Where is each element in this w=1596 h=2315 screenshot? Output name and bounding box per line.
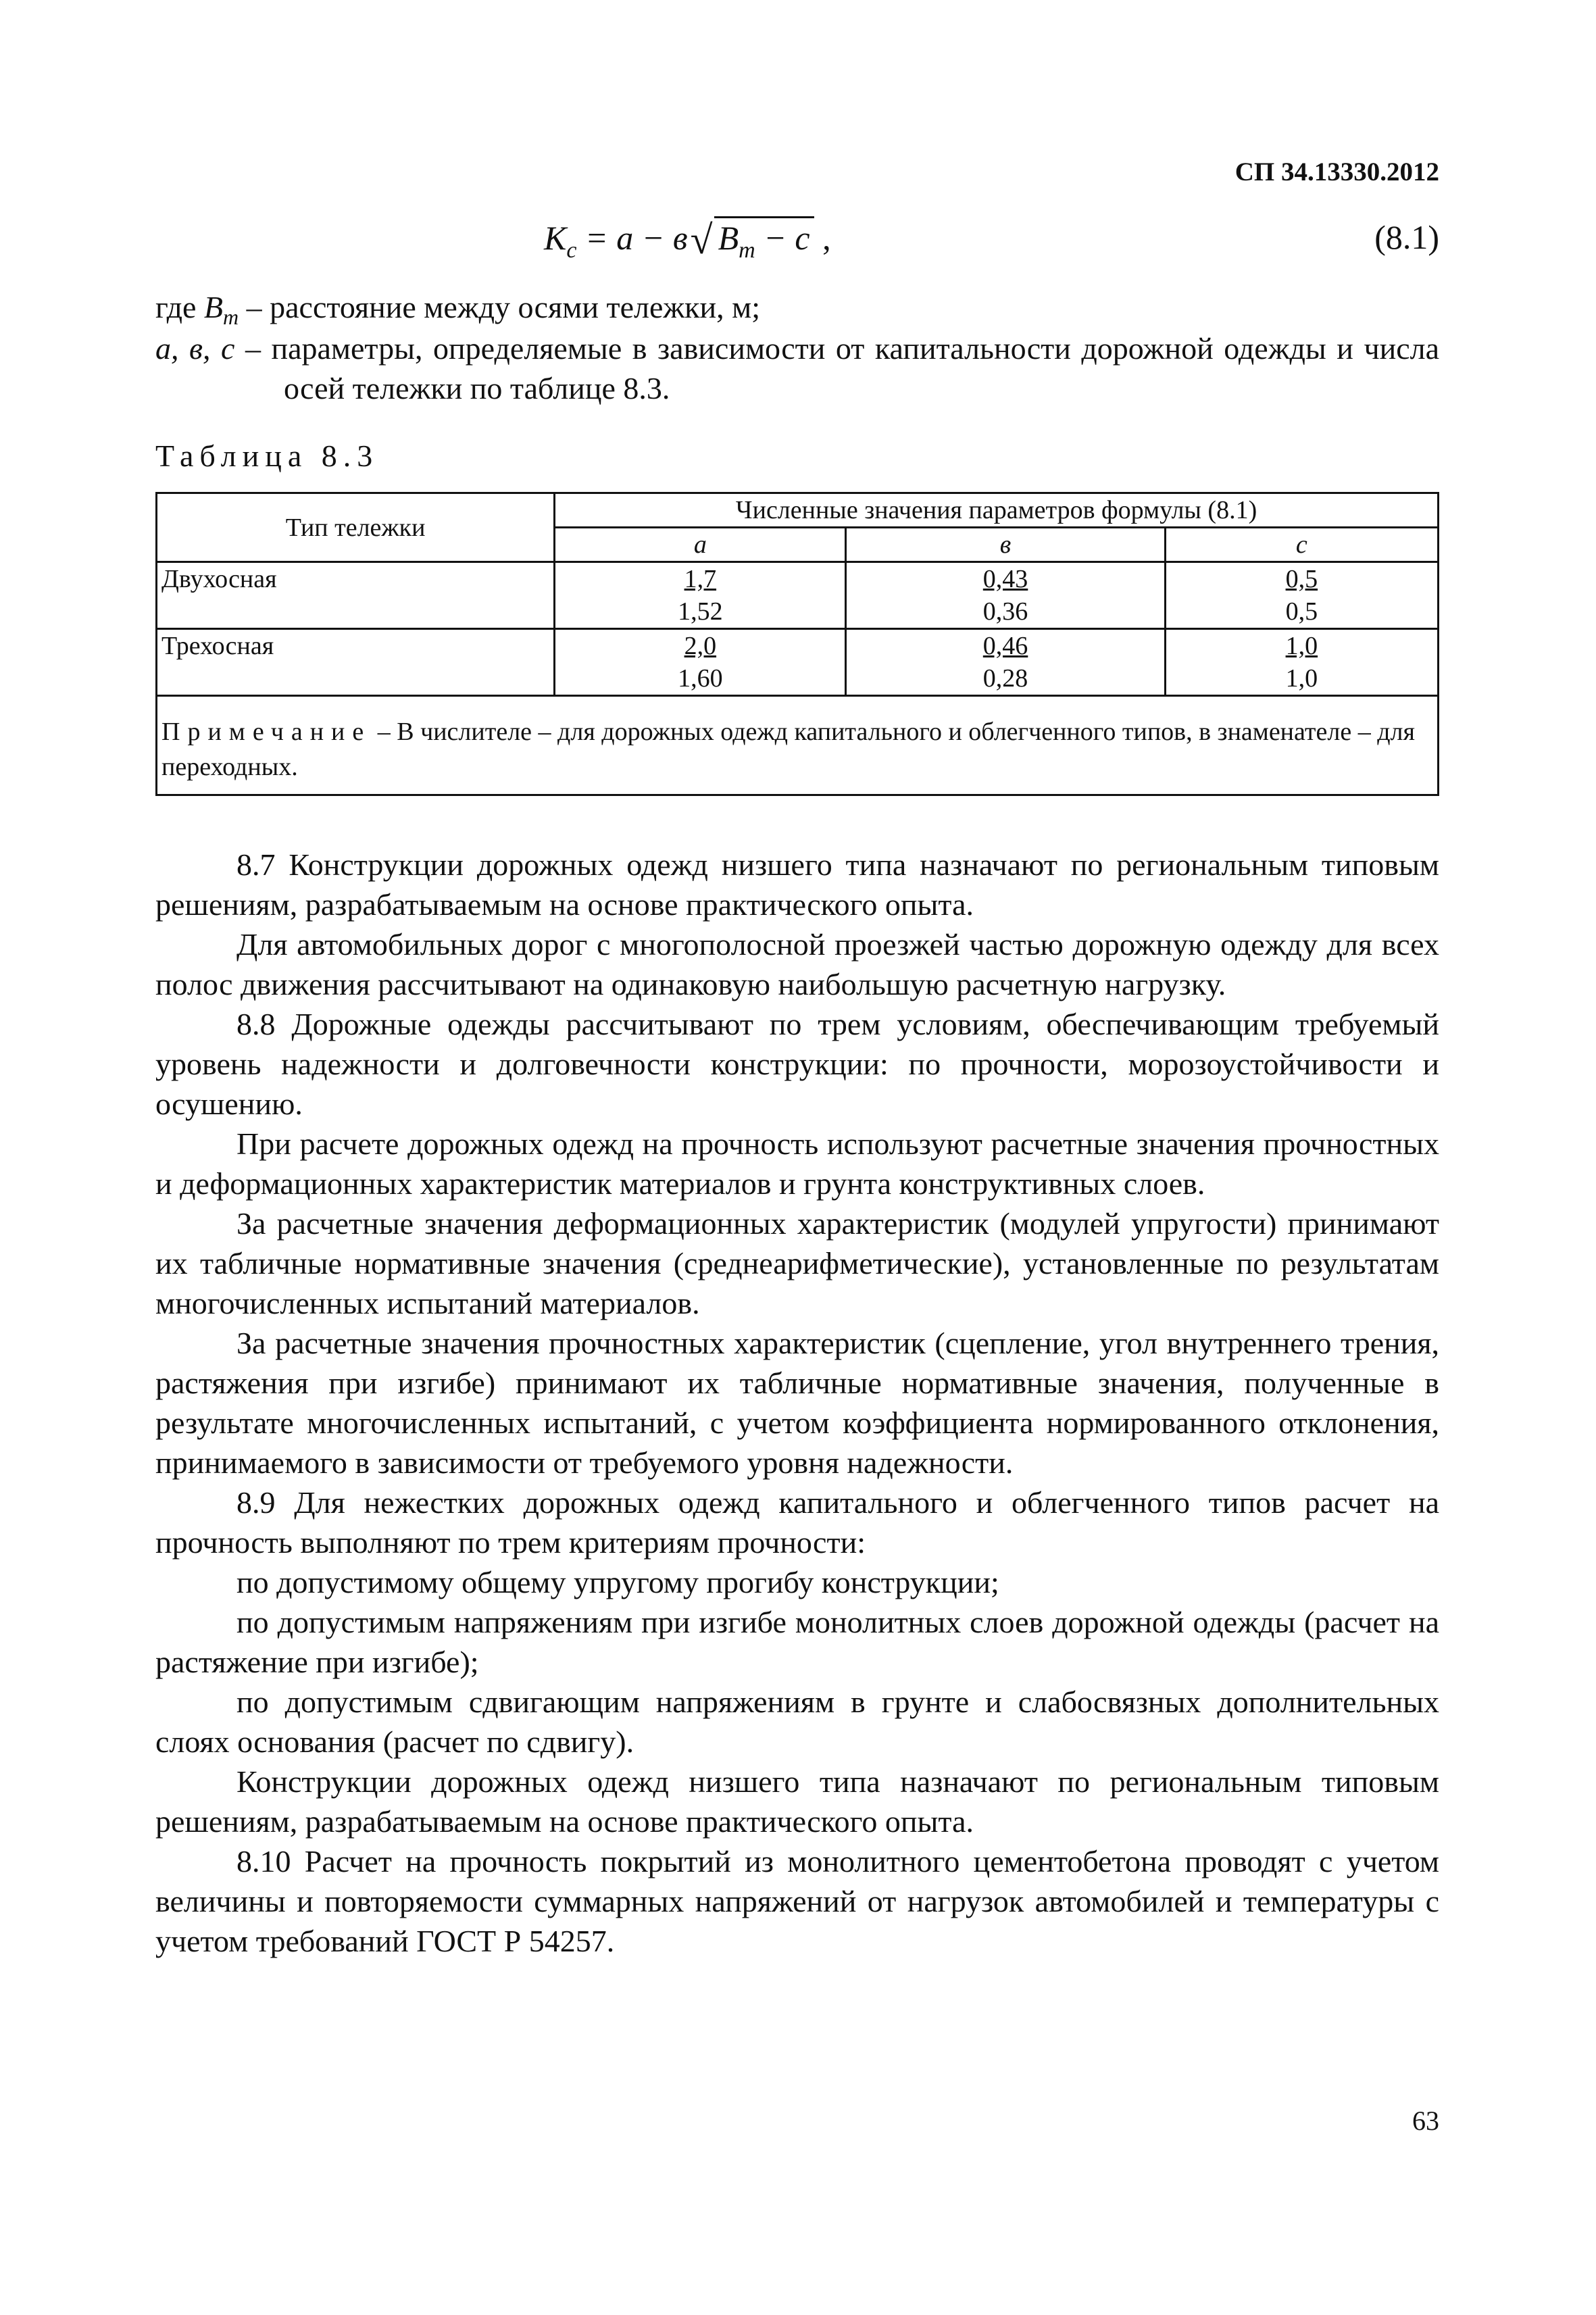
numerator: 0,5	[1285, 565, 1318, 593]
denominator: 0,36	[982, 597, 1028, 626]
paragraph: 8.7 Конструкции дорожных одежд низшего типа назначают по региональным типовым решениям, разрабатываемым на основе практического опыта.	[155, 847, 1439, 922]
numerator: 1,0	[1285, 632, 1318, 660]
definition-params	[155, 328, 1439, 408]
document-code: СП 34.13330.2012	[1235, 157, 1439, 186]
body-text	[155, 845, 1439, 1961]
header-group: Численные значения параметров формулы (8.1)	[555, 493, 1439, 528]
formula-8-1	[155, 203, 1439, 264]
paragraph: по допустимому общему упругому прогибу конструкции;	[236, 1565, 999, 1599]
note-text: – В числителе – для дорожных одежд капитального и облегченного типов, в знаменателе – для переходных.	[161, 718, 1415, 781]
cell-a	[555, 562, 846, 629]
definition-text: – расстояние между осями тележки, м;	[239, 290, 760, 324]
page-number: 63	[1412, 2106, 1439, 2136]
row-type: Двухосная	[157, 562, 555, 629]
header-col-b: в	[846, 528, 1165, 562]
denominator: 0,5	[1285, 597, 1318, 626]
numerator: 0,43	[982, 565, 1028, 593]
numerator: 1,7	[684, 565, 717, 593]
definition-prefix: где	[155, 290, 204, 324]
sqrt-icon: √	[690, 218, 713, 262]
definition-var: B	[203, 290, 224, 324]
cell-b	[846, 629, 1165, 696]
formula-radicand-var: B	[718, 219, 739, 257]
formula-lhs-subscript: c	[566, 238, 577, 263]
definition-params-vars: a, в, c	[155, 331, 235, 366]
cell-a	[555, 629, 846, 696]
paragraph: Для автомобильных дорог с многополосной проезжей частью дорожную одежду для всех полос движения рассчитывают на одинаковую наибольшую расчетную нагрузку.	[155, 927, 1439, 1001]
header-col-a: a	[555, 528, 846, 562]
header-col-c: c	[1165, 528, 1438, 562]
note-label: Примечание	[161, 718, 372, 746]
formula-tail: ,	[814, 219, 831, 257]
table-note-row	[157, 696, 1439, 795]
row-type: Трехосная	[157, 629, 555, 696]
paragraph: по допустимым напряжениям при изгибе монолитных слоев дорожной одежды (расчет на растяжение при изгибе);	[155, 1605, 1439, 1679]
definition-params-text: – параметры, определяемые в зависимости от капитальности дорожной одежды и числа осей тележки по таблице 8.3.	[234, 331, 1439, 405]
denominator: 1,0	[1285, 664, 1318, 693]
header-type: Тип тележки	[157, 493, 555, 562]
parameters-table	[155, 492, 1439, 796]
table-row	[157, 562, 1439, 629]
cell-c	[1165, 629, 1438, 696]
paragraph: За расчетные значения деформационных характеристик (модулей упругости) принимают их табличные нормативные значения (среднеарифметические), установленные по результатам многочисленных испытаний материалов.	[155, 1206, 1439, 1320]
table-row	[157, 629, 1439, 696]
cell-c	[1165, 562, 1438, 629]
denominator: 1,60	[678, 664, 723, 693]
numerator: 2,0	[684, 632, 717, 660]
formula-radicand-subscript: m	[739, 238, 755, 263]
denominator: 1,52	[678, 597, 723, 626]
paragraph: 8.8 Дорожные одежды рассчитывают по трем условиям, обеспечивающим требуемый уровень надежности и долговечности конструкции: по прочности, морозоустойчивости и осушению.	[155, 1007, 1439, 1121]
paragraph: Конструкции дорожных одежд низшего типа назначают по региональным типовым решениям, разрабатываемым на основе практического опыта.	[155, 1764, 1439, 1839]
formula-middle: = a − в	[584, 219, 688, 257]
table-note	[157, 696, 1439, 795]
numerator: 0,46	[982, 632, 1028, 660]
paragraph: 8.10 Расчет на прочность покрытий из монолитного цементобетона проводят с учетом величины и повторяемости суммарных напряжений от нагрузок автомобилей и температуры с учетом требований ГОСТ Р 54257.	[155, 1844, 1439, 1958]
formula-radicand-tail: − c	[755, 219, 810, 257]
formula-expression	[544, 216, 831, 264]
definition-var-subscript: m	[223, 305, 239, 329]
paragraph: по допустимым сдвигающим напряжениям в грунте и слабосвязных дополнительных слоях основания (расчет по сдвигу).	[155, 1685, 1439, 1759]
paragraph: За расчетные значения прочностных характеристик (сцепление, угол внутреннего трения, растяжения при изгибе) принимают их табличные нормативные значения, полученные в результате многочисленных испытаний, с учетом коэффициента нормированного отклонения, принимаемого в зависимости от требуемого уровня надежности.	[155, 1326, 1439, 1480]
table-caption: Таблица 8.3	[155, 439, 379, 473]
formula-lhs: K	[544, 219, 567, 257]
table-header-row	[157, 493, 1439, 528]
formula-radicand	[714, 216, 814, 264]
paragraph: При расчете дорожных одежд на прочность используют расчетные значения прочностных и деформационных характеристик материалов и грунта конструктивных слоев.	[155, 1126, 1439, 1201]
formula-number: (8.1)	[1374, 218, 1439, 256]
cell-b	[846, 562, 1165, 629]
denominator: 0,28	[982, 664, 1028, 693]
paragraph: 8.9 Для нежестких дорожных одежд капитального и облегченного типов расчет на прочность выполняют по трем критериям прочности:	[155, 1485, 1439, 1560]
